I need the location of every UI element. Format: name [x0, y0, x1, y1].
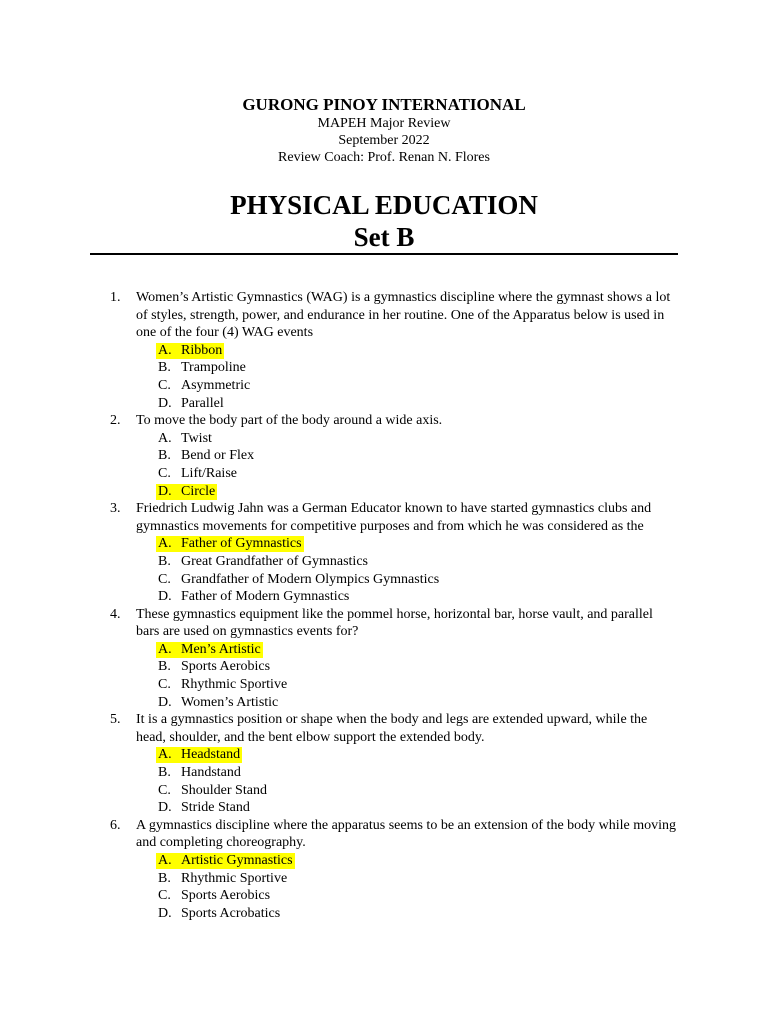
page-title: PHYSICAL EDUCATION [230, 190, 538, 220]
question-text: To move the body part of the body around a wide axis. [136, 413, 443, 429]
review-subject: MAPEH Major Review [317, 116, 451, 131]
answer-option [0, 430, 768, 448]
question-item [0, 606, 768, 712]
option-text: Twist [181, 430, 212, 446]
option-text: Bend or Flex [181, 448, 255, 464]
set-label: Set B [353, 222, 415, 252]
option-letter: A. [158, 536, 172, 552]
answer-option [0, 483, 768, 501]
question-text: Women’s Artistic Gymnastics (WAG) is a gymnastics discipline where the gymnast shows a lot of styles, strength, power, and endurance in her routine. One of the Apparatus below is used in one of the four (4) WAG events [136, 290, 671, 341]
answer-option [0, 782, 768, 800]
question-text: It is a gymnastics position or shape when the body and legs are extended upward, while the head, shoulder, and the bent elbow support the extended body. [136, 712, 648, 745]
answer-option [0, 641, 768, 659]
question-item [0, 817, 768, 923]
option-text: Father of Gymnastics [181, 536, 302, 552]
question-text: These gymnastics equipment like the pommel horse, horizontal bar, horse vault, and parallel bars are used on gymnastics events for? [136, 606, 653, 640]
answer-option [0, 465, 768, 483]
option-text: Artistic Gymnastics [181, 853, 293, 868]
option-text: Shoulder Stand [181, 782, 267, 798]
option-letter: D. [158, 395, 172, 411]
option-text: Men’s Artistic [181, 641, 261, 657]
answer-option [0, 676, 768, 694]
answer-option [0, 905, 768, 923]
question-item [0, 711, 768, 817]
question-number: 3. [110, 501, 121, 517]
answer-option [0, 553, 768, 571]
option-letter: C. [158, 465, 171, 481]
option-letter: A. [158, 342, 172, 358]
question-item [0, 412, 768, 500]
answer-option [0, 395, 768, 413]
document-header [0, 95, 768, 166]
answer-option [0, 447, 768, 465]
option-letter: B. [158, 870, 171, 886]
option-text: Grandfather of Modern Olympics Gymnastics [181, 571, 440, 587]
answer-option [0, 799, 768, 817]
option-letter: A. [158, 641, 172, 657]
option-list [0, 641, 768, 711]
option-text: Circle [181, 483, 216, 499]
option-letter: C. [158, 377, 171, 393]
option-text: Women’s Artistic [181, 694, 279, 710]
option-text: Sports Aerobics [181, 659, 271, 675]
option-letter: D. [158, 483, 172, 499]
answer-option [0, 535, 768, 553]
option-letter: A. [158, 853, 172, 868]
title-divider [90, 253, 678, 255]
option-text: Asymmetric [181, 377, 251, 393]
question-number: 1. [110, 290, 121, 305]
option-text: Sports Acrobatics [181, 905, 281, 921]
answer-option [0, 887, 768, 905]
option-text: Headstand [181, 747, 241, 763]
option-text: Stride Stand [181, 800, 250, 816]
answer-option [0, 571, 768, 589]
review-coach: Review Coach: Prof. Renan N. Flores [278, 150, 490, 165]
answer-option [0, 764, 768, 782]
option-letter: B. [158, 765, 171, 781]
answer-option [0, 658, 768, 676]
option-letter: A. [158, 430, 172, 446]
option-text: Rhythmic Sportive [181, 677, 288, 693]
option-letter: C. [158, 888, 171, 904]
answer-option [0, 359, 768, 377]
option-letter: D. [158, 905, 172, 921]
option-text: Great Grandfather of Gymnastics [181, 553, 368, 569]
option-letter: C. [158, 782, 171, 798]
option-text: Lift/Raise [181, 465, 237, 481]
organization-name: GURONG PINOY INTERNATIONAL [242, 95, 526, 114]
option-text: Trampoline [181, 360, 246, 376]
question-list [0, 289, 768, 922]
answer-option [0, 694, 768, 712]
option-letter: B. [158, 448, 171, 464]
option-letter: D. [158, 694, 172, 710]
question-number: 2. [110, 413, 121, 429]
option-text: Rhythmic Sportive [181, 870, 288, 886]
question-item [0, 289, 768, 412]
option-text: Parallel [181, 395, 224, 411]
option-letter: A. [158, 747, 172, 763]
answer-option [0, 342, 768, 360]
option-letter: D. [158, 589, 172, 605]
option-letter: C. [158, 677, 171, 693]
option-letter: C. [158, 571, 171, 587]
review-date: September 2022 [338, 133, 430, 148]
option-list [0, 746, 768, 816]
option-text: Father of Modern Gymnastics [181, 589, 350, 605]
answer-option [0, 377, 768, 395]
answer-option [0, 588, 768, 606]
option-letter: B. [158, 360, 171, 376]
answer-option [0, 852, 768, 870]
option-list [0, 852, 768, 922]
question-text: Friedrich Ludwig Jahn was a German Educator known to have started gymnastics clubs and gymnastics movements for competitive purposes and from which he was considered as the [136, 501, 652, 534]
option-text: Handstand [181, 765, 241, 781]
question-item [0, 500, 768, 606]
question-number: 6. [110, 817, 121, 833]
option-list [0, 430, 768, 500]
option-text: Sports Aerobics [181, 888, 271, 904]
option-letter: B. [158, 553, 171, 569]
question-text: A gymnastics discipline where the apparatus seems to be an extension of the body while moving and completing choreography. [136, 817, 677, 851]
answer-option [0, 870, 768, 888]
option-letter: D. [158, 800, 172, 816]
question-number: 4. [110, 606, 121, 622]
option-list [0, 535, 768, 605]
option-letter: B. [158, 659, 171, 675]
question-number: 5. [110, 712, 121, 728]
option-text: Ribbon [181, 342, 223, 358]
answer-option [0, 746, 768, 764]
option-list [0, 342, 768, 412]
